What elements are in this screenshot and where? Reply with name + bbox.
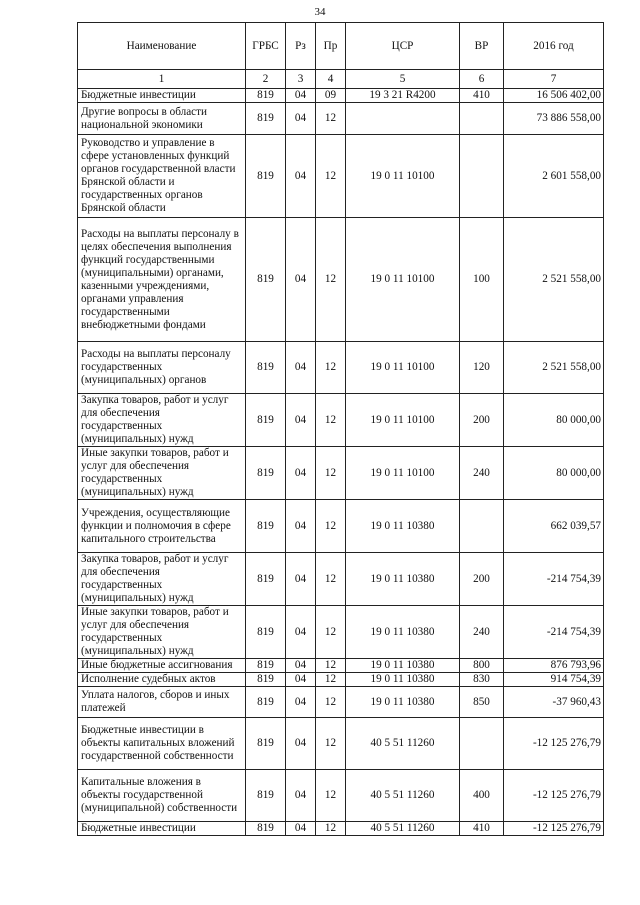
row-vr-cell: 830 <box>460 673 504 687</box>
row-pr-cell: 12 <box>316 770 346 822</box>
row-rz-cell: 04 <box>286 135 316 218</box>
row-vr-cell <box>460 103 504 135</box>
row-csr-cell: 19 0 11 10100 <box>346 218 460 342</box>
row-name-cell: Уплата налогов, сборов и иных платежей <box>78 687 246 718</box>
row-sum-cell: 16 506 402,00 <box>504 89 604 103</box>
row-rz-cell: 04 <box>286 770 316 822</box>
table-row <box>78 135 604 218</box>
row-pr-cell: 12 <box>316 103 346 135</box>
row-grbs-cell: 819 <box>246 822 286 836</box>
row-vr-cell: 200 <box>460 394 504 447</box>
row-vr-cell: 800 <box>460 659 504 673</box>
row-grbs-cell: 819 <box>246 500 286 553</box>
row-rz-cell: 04 <box>286 500 316 553</box>
row-csr-cell: 19 0 11 10380 <box>346 659 460 673</box>
row-csr-cell: 40 5 51 11260 <box>346 718 460 770</box>
row-sum-cell: -214 754,39 <box>504 606 604 659</box>
row-sum-cell: 2 521 558,00 <box>504 218 604 342</box>
row-csr-cell: 40 5 51 11260 <box>346 822 460 836</box>
row-name-cell: Иные закупки товаров, работ и услуг для обеспечения государственных (муниципальных) нужд <box>78 606 246 659</box>
row-vr-cell: 410 <box>460 822 504 836</box>
row-csr-cell: 19 0 11 10100 <box>346 135 460 218</box>
row-grbs-cell: 819 <box>246 673 286 687</box>
table-row <box>78 103 604 135</box>
row-csr-cell: 19 0 11 10100 <box>346 394 460 447</box>
row-sum-cell: 80 000,00 <box>504 394 604 447</box>
table-row <box>78 770 604 822</box>
row-sum-cell: 2 601 558,00 <box>504 135 604 218</box>
column-number: 7 <box>504 70 604 89</box>
table-row <box>78 687 604 718</box>
row-vr-cell <box>460 718 504 770</box>
row-pr-cell: 09 <box>316 89 346 103</box>
row-pr-cell: 12 <box>316 218 346 342</box>
row-grbs-cell: 819 <box>246 89 286 103</box>
row-name-cell: Бюджетные инвестиции в объекты капитальных вложений государственной собственности <box>78 718 246 770</box>
column-header-grbs: ГРБС <box>246 23 286 70</box>
row-grbs-cell: 819 <box>246 447 286 500</box>
row-rz-cell: 04 <box>286 342 316 394</box>
table-row <box>78 718 604 770</box>
column-number: 6 <box>460 70 504 89</box>
row-name-cell: Закупка товаров, работ и услуг для обеспечения государственных (муниципальных) нужд <box>78 394 246 447</box>
row-csr-cell <box>346 103 460 135</box>
row-grbs-cell: 819 <box>246 553 286 606</box>
row-pr-cell: 12 <box>316 687 346 718</box>
row-name-cell: Расходы на выплаты персоналу государственных (муниципальных) органов <box>78 342 246 394</box>
column-number: 1 <box>78 70 246 89</box>
row-sum-cell: -37 960,43 <box>504 687 604 718</box>
row-rz-cell: 04 <box>286 659 316 673</box>
row-rz-cell: 04 <box>286 822 316 836</box>
table-row <box>78 89 604 103</box>
row-sum-cell: -12 125 276,79 <box>504 718 604 770</box>
row-csr-cell: 19 0 11 10100 <box>346 447 460 500</box>
column-header-pr: Пр <box>316 23 346 70</box>
row-sum-cell: -12 125 276,79 <box>504 770 604 822</box>
row-grbs-cell: 819 <box>246 718 286 770</box>
row-name-cell: Другие вопросы в области национальной экономики <box>78 103 246 135</box>
row-csr-cell: 19 0 11 10380 <box>346 606 460 659</box>
table-row <box>78 342 604 394</box>
row-vr-cell: 850 <box>460 687 504 718</box>
row-name-cell: Исполнение судебных актов <box>78 673 246 687</box>
row-vr-cell: 240 <box>460 447 504 500</box>
table-row <box>78 394 604 447</box>
row-grbs-cell: 819 <box>246 606 286 659</box>
table-row <box>78 553 604 606</box>
row-vr-cell: 240 <box>460 606 504 659</box>
row-pr-cell: 12 <box>316 553 346 606</box>
row-rz-cell: 04 <box>286 673 316 687</box>
row-csr-cell: 19 0 11 10380 <box>346 673 460 687</box>
table-row <box>78 822 604 836</box>
row-sum-cell: 2 521 558,00 <box>504 342 604 394</box>
row-grbs-cell: 819 <box>246 770 286 822</box>
page-number: 34 <box>314 6 326 18</box>
row-pr-cell: 12 <box>316 500 346 553</box>
row-grbs-cell: 819 <box>246 394 286 447</box>
row-rz-cell: 04 <box>286 89 316 103</box>
row-rz-cell: 04 <box>286 553 316 606</box>
column-header-csr: ЦСР <box>346 23 460 70</box>
column-header-name: Наименование <box>78 23 246 70</box>
row-vr-cell: 100 <box>460 218 504 342</box>
row-sum-cell: 876 793,96 <box>504 659 604 673</box>
row-vr-cell: 410 <box>460 89 504 103</box>
row-grbs-cell: 819 <box>246 342 286 394</box>
header-row <box>78 23 604 70</box>
row-grbs-cell: 819 <box>246 659 286 673</box>
row-pr-cell: 12 <box>316 135 346 218</box>
row-pr-cell: 12 <box>316 718 346 770</box>
column-header-vr: ВР <box>460 23 504 70</box>
row-rz-cell: 04 <box>286 103 316 135</box>
row-vr-cell: 200 <box>460 553 504 606</box>
row-sum-cell: 914 754,39 <box>504 673 604 687</box>
table-row <box>78 673 604 687</box>
row-pr-cell: 12 <box>316 342 346 394</box>
row-rz-cell: 04 <box>286 606 316 659</box>
row-sum-cell: -12 125 276,79 <box>504 822 604 836</box>
row-pr-cell: 12 <box>316 659 346 673</box>
row-grbs-cell: 819 <box>246 687 286 718</box>
row-sum-cell: 73 886 558,00 <box>504 103 604 135</box>
row-vr-cell <box>460 135 504 218</box>
row-rz-cell: 04 <box>286 394 316 447</box>
row-csr-cell: 19 0 11 10380 <box>346 553 460 606</box>
row-vr-cell: 120 <box>460 342 504 394</box>
column-number: 3 <box>286 70 316 89</box>
row-csr-cell: 19 0 11 10100 <box>346 342 460 394</box>
row-name-cell: Руководство и управление в сфере установленных функций органов государственной власти Брянской области и государственных органов Брянской области <box>78 135 246 218</box>
row-csr-cell: 19 0 11 10380 <box>346 687 460 718</box>
budget-table <box>77 22 604 836</box>
row-pr-cell: 12 <box>316 673 346 687</box>
row-vr-cell: 400 <box>460 770 504 822</box>
row-name-cell: Иные закупки товаров, работ и услуг для обеспечения государственных (муниципальных) нужд <box>78 447 246 500</box>
column-number-row <box>78 70 604 89</box>
row-grbs-cell: 819 <box>246 103 286 135</box>
column-number: 4 <box>316 70 346 89</box>
column-number: 2 <box>246 70 286 89</box>
row-pr-cell: 12 <box>316 606 346 659</box>
row-name-cell: Бюджетные инвестиции <box>78 89 246 103</box>
row-grbs-cell: 819 <box>246 218 286 342</box>
row-csr-cell: 40 5 51 11260 <box>346 770 460 822</box>
table-row <box>78 447 604 500</box>
row-pr-cell: 12 <box>316 822 346 836</box>
row-csr-cell: 19 3 21 R4200 <box>346 89 460 103</box>
row-rz-cell: 04 <box>286 687 316 718</box>
row-rz-cell: 04 <box>286 447 316 500</box>
row-pr-cell: 12 <box>316 447 346 500</box>
row-name-cell: Капитальные вложения в объекты государственной (муниципальной) собственности <box>78 770 246 822</box>
row-name-cell: Учреждения, осуществляющие функции и полномочия в сфере капитального строительства <box>78 500 246 553</box>
table-row <box>78 659 604 673</box>
row-pr-cell: 12 <box>316 394 346 447</box>
column-number: 5 <box>346 70 460 89</box>
row-name-cell: Иные бюджетные ассигнования <box>78 659 246 673</box>
row-vr-cell <box>460 500 504 553</box>
row-name-cell: Бюджетные инвестиции <box>78 822 246 836</box>
row-sum-cell: 80 000,00 <box>504 447 604 500</box>
row-sum-cell: 662 039,57 <box>504 500 604 553</box>
row-rz-cell: 04 <box>286 218 316 342</box>
table-row <box>78 218 604 342</box>
row-name-cell: Закупка товаров, работ и услуг для обеспечения государственных (муниципальных) нужд <box>78 553 246 606</box>
row-grbs-cell: 819 <box>246 135 286 218</box>
table-row <box>78 606 604 659</box>
column-header-year: 2016 год <box>504 23 604 70</box>
column-header-rz: Рз <box>286 23 316 70</box>
row-rz-cell: 04 <box>286 718 316 770</box>
row-sum-cell: -214 754,39 <box>504 553 604 606</box>
table-row <box>78 500 604 553</box>
row-csr-cell: 19 0 11 10380 <box>346 500 460 553</box>
row-name-cell: Расходы на выплаты персоналу в целях обеспечения выполнения функций государственными (муниципальными) органами, казенными учреждениями, органами управления государственными внебюджетными фондами <box>78 218 246 342</box>
